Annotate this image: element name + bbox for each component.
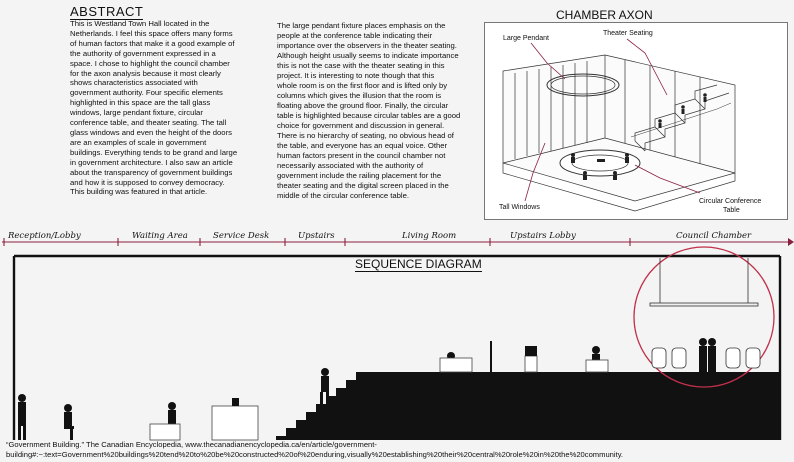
- timeline-label-upstairs-lobby: Upstairs Lobby: [510, 231, 576, 241]
- text-line: are an examples of scale in government: [70, 137, 207, 147]
- timeline-label-reception: Reception/Lobby: [8, 231, 81, 241]
- axon-title: CHAMBER AXON: [556, 8, 653, 22]
- text-line: of human factors that make it a good example of: [70, 38, 235, 48]
- citation-line-2: building#:~:text=Government%20buildings%20tend%20to%20be%20constructed%20of%20enduring,visually%20establishing%20their%20central%20role%20in%20the%20community.: [6, 450, 624, 459]
- text-line: for the axon analysis because it most clearly: [70, 68, 221, 78]
- text-line: This is Westland Town Hall located in the: [70, 19, 210, 28]
- text-line: government include the railing placement for the: [277, 171, 442, 180]
- timeline-label-living: Living Room: [402, 231, 457, 241]
- text-line: highlighted in this space are the tall glass: [70, 98, 211, 108]
- text-line: importance over the observers in the theater seating.: [277, 41, 457, 50]
- text-line: conference table, and theater seating. The tall: [70, 118, 227, 128]
- sequence-diagram: [0, 246, 794, 442]
- text-line: Netherlands. I feel this space offers many forms: [70, 28, 233, 38]
- text-line: in government architecture. I also saw an article: [70, 157, 233, 167]
- citation: [6, 440, 786, 460]
- upper-floor-slab: [276, 372, 780, 440]
- text-line: This building was featured in that article.: [70, 187, 208, 197]
- text-line: about the transparency of government buildings: [70, 167, 233, 177]
- text-line: human factors present in the council chamber not: [277, 151, 446, 160]
- text-line: columns which gives the illusion that the room is: [277, 91, 442, 100]
- text-line: buildings. Everything tends to be grand and large: [70, 147, 238, 157]
- text-line: people at the conference table indicating their: [277, 31, 433, 40]
- timeline-label-upstairs: Upstairs: [298, 231, 335, 241]
- text-line: table is highlighted because circular tables are a good: [277, 111, 461, 120]
- text-line: theater seating and the digital screen placed in the: [277, 181, 449, 190]
- text-line: whole room is on the first floor and is lifted only by: [277, 81, 448, 90]
- axon-label-table-line2: Table: [723, 207, 740, 214]
- text-line: the authority of government expressed in a: [70, 48, 216, 58]
- text-line: windows, large pendant fixture, circular: [70, 108, 203, 118]
- text-line: The large pendant fixture places emphasis on the: [277, 21, 446, 30]
- axon-label-theater: Theater Seating: [603, 30, 653, 37]
- citation-line-1: “Government Building.” The Canadian Encyclopedia, www.thecanadianencyclopedia.ca/en/article/government-: [6, 440, 377, 449]
- text-line: glass windows and even the height of the doors: [70, 127, 232, 137]
- text-line: this is not the case with the theater seating in this: [277, 61, 445, 70]
- abstract-column-1: [70, 19, 266, 197]
- axon-label-table-line1: Circular Conference: [699, 198, 762, 205]
- chamber-axon-drawing: [485, 23, 787, 219]
- text-line: project. It is interesting to note though that this: [277, 71, 435, 80]
- timeline-label-service: Service Desk: [213, 231, 270, 241]
- text-line: Although height usually seems to indicate importance: [277, 51, 459, 60]
- text-line: government authority. Four specific elements: [70, 88, 223, 98]
- text-line: middle of the circular conference table.: [277, 191, 410, 200]
- sequence-title: SEQUENCE DIAGRAM: [355, 257, 482, 271]
- text-line: choice for government and discussion in general.: [277, 121, 445, 130]
- abstract-column-2: [277, 21, 479, 201]
- text-line: There is no hierarchy of seating, no obvious head of: [277, 131, 454, 140]
- text-line: space. I chose to highlight the council chamber: [70, 58, 230, 68]
- axon-drawing-frame: [484, 22, 788, 220]
- axon-label-pendant: Large Pendant: [503, 35, 549, 42]
- text-line: necessarily associated with the authority of: [277, 161, 424, 170]
- axon-label-windows: Tall Windows: [499, 204, 540, 211]
- timeline-label-waiting: Waiting Area: [132, 231, 188, 241]
- timeline-label-council: Council Chamber: [676, 231, 752, 241]
- pendant-fixture: [650, 258, 758, 306]
- abstract-title: ABSTRACT: [70, 4, 144, 19]
- text-line: shows characteristics associated with: [70, 78, 198, 88]
- text-line: and how it is supposed to convey democracy.: [70, 177, 225, 187]
- text-line: floating above the ground floor. Finally, the circular: [277, 101, 449, 110]
- text-line: the table, and everyone has an equal voice. Other: [277, 141, 448, 150]
